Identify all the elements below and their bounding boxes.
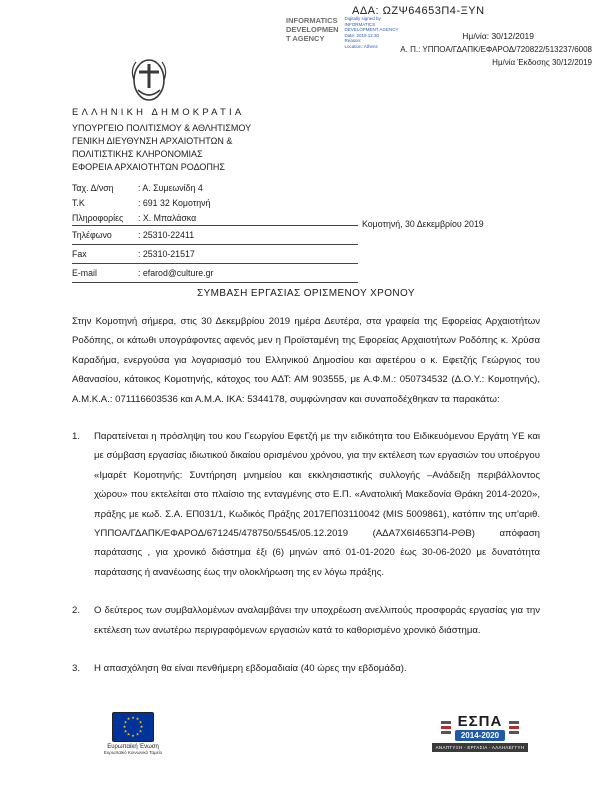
digital-signature-stamp	[286, 16, 398, 49]
espa-logo	[432, 714, 528, 752]
svg-text:★: ★	[131, 733, 135, 738]
contact-row-phone: Τηλέφωνο : 25310-22411	[72, 225, 358, 244]
contact-row-address: Ταχ. Δ/νση : Α. Συμεωνίδη 4	[72, 182, 203, 193]
letterhead-republic: ΕΛΛΗΝΙΚΗ ΔΗΜΟΚΡΑΤΙΑ	[72, 107, 245, 118]
list-item-2	[72, 601, 540, 640]
ada-code: ΑΔΑ: ΩΖΨ64653Π4-ΞΥΝ	[352, 5, 485, 17]
svg-text:★: ★	[126, 716, 131, 722]
contact-row-postcode: Τ.Κ : 691 32 Κομοτηνή	[72, 197, 211, 208]
list-item-3	[72, 659, 540, 678]
letterhead-line: ΓΕΝΙΚΗ ΔΙΕΥΘΥΝΣΗ ΑΡΧΑΙΟΤΗΤΩΝ &	[72, 136, 233, 146]
eu-logo-title: Ευρωπαϊκή Ένωση	[107, 744, 159, 750]
letterhead-line: ΠΟΛΙΤΙΣΤΙΚΗΣ ΚΛΗΡΟΝΟΜΙΑΣ	[72, 149, 203, 159]
list-item-1	[72, 427, 540, 582]
document-title: ΣΥΜΒΑΣΗ ΕΡΓΑΣΙΑΣ ΟΡΙΣΜΕΝΟΥ ΧΡΟΝΟΥ	[197, 288, 415, 299]
svg-text:★: ★	[138, 728, 143, 734]
item-number: 2.	[72, 605, 81, 617]
eu-logo-subtitle: Ευρωπαϊκό Κοινωνικό Ταμείο	[103, 750, 163, 755]
espa-right-bars-icon	[509, 721, 519, 734]
protocol-dates	[400, 30, 592, 69]
email-value: : efarod@culture.gr	[138, 268, 214, 278]
greek-coat-of-arms-icon	[126, 56, 172, 104]
item-number: 1.	[72, 431, 81, 443]
contact-row-fax: Fax : 25310-21517	[72, 244, 358, 263]
espa-years: 2014-2020	[455, 730, 505, 741]
item-text: Παρατείνεται η πρόσληψη του κου Γεωργίου Εφετζή με την ειδικότητα του Ειδικευόμενου Εργάτη ΥΕ και με σύμβαση εργασίας ιδιωτικού δικαίου ορισμένου χρόνου, για την εκτέλεση των εργασιών του υποέργου «Ιμαρέτ Κομοτηνής: Συντήρηση μνημείου και εκκλησιαστικής συλλογής –Ανάδειξη περιβάλλοντος χώρου» που εκτελείται στο πλαίσιο της ενταγμένης στο Ε.Π. «Ανατολική Μακεδονία Θράκη 2014-2020», πράξης με κωδ. Σ.Α. ΕΠ031/1, Κωδικός Πράξης 2017ΕΠ03110042 (MIS 5009861), κατόπιν της υπ'αριθ. ΥΠΠΟΑ/ΓΔΑΠΚ/ΕΦΑΡΟΔ/671245/478750/5545/05.12.2019 (ΑΔΑ7Χ6Ι4653Π4-ΡΘΒ) απόφαση παράτασης , για χρονικό διάστημα έξι (6) μηνών από 01-01-2020 έως 30-06-2020 με δυνατότητα παράτασης ή ανανέωσης έως την ολοκλήρωση της εν λόγω πράξης.	[94, 431, 540, 578]
eu-flag-icon	[112, 712, 154, 742]
espa-name: ΕΣΠΑ	[457, 713, 503, 730]
svg-text:★: ★	[123, 719, 128, 725]
item-text: Ο δεύτερος των συμβαλλομένων αναλαμβάνει την υποχρέωση ανελλιπούς προσφοράς εργασίας για την εκτέλεση των ανωτέρω περιγραφόμενων εργασιών κατά το καθορισμένο χρονικό διάστημα.	[94, 605, 540, 636]
svg-text:★: ★	[135, 731, 140, 737]
svg-text:★: ★	[131, 715, 135, 720]
document-body	[72, 312, 540, 698]
svg-text:★: ★	[139, 724, 144, 729]
protocol-number: Α. Π.: ΥΠΠΟΑ/ΓΔΑΠΚ/ΕΦΑΡΟΔ/720822/513237/6008	[400, 45, 592, 54]
svg-text:★: ★	[123, 728, 128, 734]
svg-text:★: ★	[138, 719, 143, 725]
signature-agency-text: INFORMATICS DEVELOPMEN T AGENCY	[286, 16, 339, 43]
contact-row-info: Πληροφορίες : Χ. Μπαλάσκα	[72, 212, 197, 223]
espa-tagline: ΑΝΑΠΤΥΞΗ - ΕΡΓΑΣΙΑ - ΑΛΛΗΛΕΓΓΥΗ	[432, 743, 528, 752]
letterhead-line: ΕΦΟΡΕΙΑ ΑΡΧΑΙΟΤΗΤΩΝ ΡΟΔΟΠΗΣ	[72, 162, 225, 172]
contact-block	[72, 180, 358, 283]
contact-row-email: E-mail : efarod@culture.gr	[72, 263, 358, 283]
date-line: Ημ/νία: 30/12/2019	[462, 31, 534, 41]
signature-detail-text: Digitally signed by INFORMATICS DEVELOPMENT AGENCY Date: 2019.12.30 Reason: Location: Athens	[344, 16, 399, 49]
letterhead-line: ΥΠΟΥΡΓΕΙΟ ΠΟΛΙΤΙΣΜΟΥ & ΑΘΛΗΤΙΣΜΟΥ	[72, 123, 252, 133]
svg-text:★: ★	[122, 724, 127, 729]
eu-logo	[98, 712, 168, 755]
issue-date-line: Ημ/νία Έκδοσης 30/12/2019	[492, 58, 592, 67]
city-date: Κομοτηνή, 30 Δεκεμβρίου 2019	[362, 219, 484, 229]
letterhead	[72, 106, 251, 174]
item-text: Η απασχόληση θα είναι πενθήμερη εβδομαδιαία (40 ώρες την εβδομάδα).	[94, 663, 407, 675]
svg-text:★: ★	[135, 716, 140, 722]
espa-left-bars-icon	[441, 721, 451, 734]
intro-paragraph: Στην Κομοτηνή σήμερα, στις 30 Δεκεμβρίου 2019 ημέρα Δευτέρα, στα γραφεία της Εφορείας Αρχαιοτήτων Ροδόπης, οι κάτωθι υπογράφοντες αφενός μεν η Προϊσταμένη της Εφορείας Αρχαιοτήτων Ροδόπης κ. Χρύσα Καραδήμα, ενεργούσα για λογαριασμό του Ελληνικού Δημοσίου και αφετέρου ο κ. Εφετζής Γεώργιος του Αθανασίου, κάτοικος Κομοτηνής, κάτοχος του ΑΔΤ: ΑΜ 903555, με Α.Φ.Μ.: 050734532 (Δ.Ο.Υ.: Κομοτηνής), Α.Μ.Κ.Α.: 071116603536 και Α.Μ.Α. ΙΚΑ: 5344178, συμφώνησαν και συναποδέχθηκαν τα παρακάτω:	[72, 316, 540, 405]
svg-text:★: ★	[126, 731, 131, 737]
item-number: 3.	[72, 663, 81, 675]
